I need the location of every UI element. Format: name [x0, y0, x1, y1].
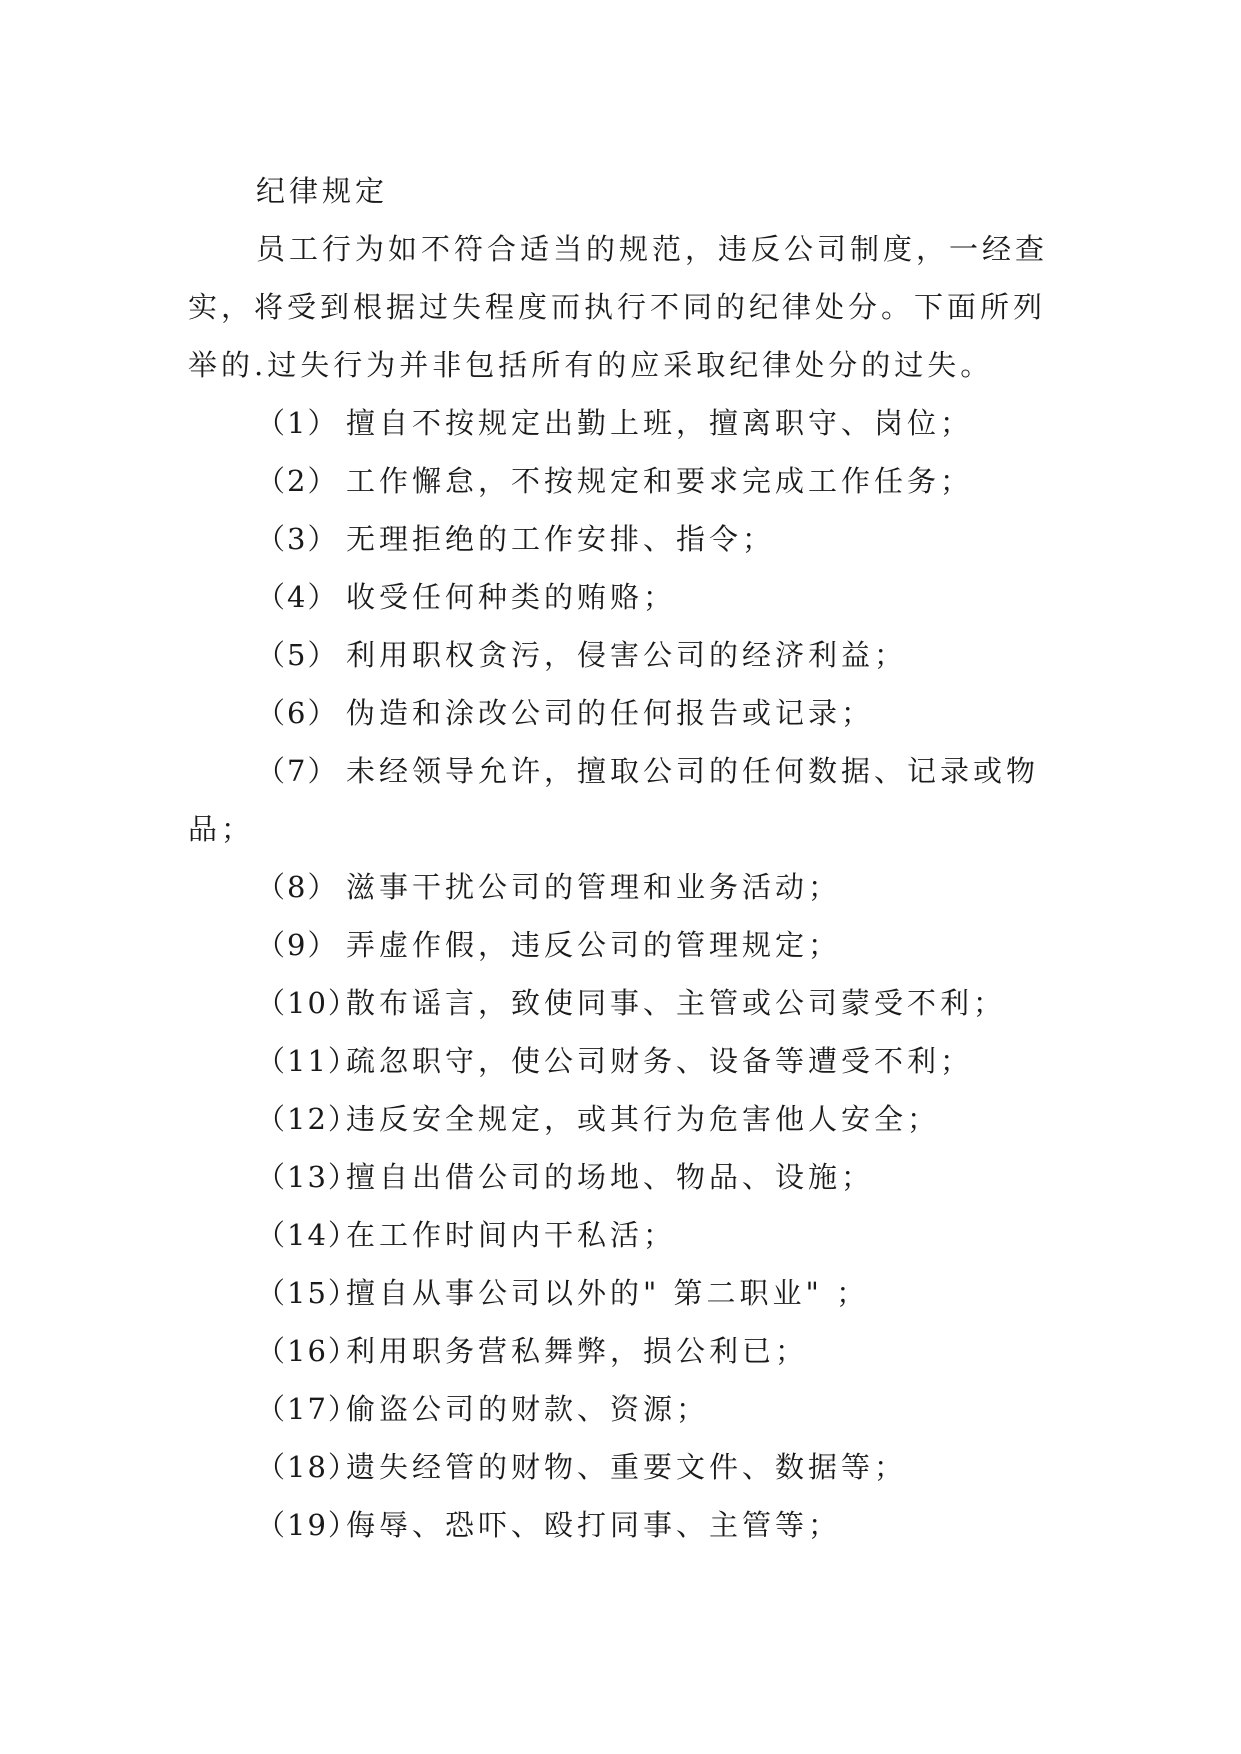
list-item	[188, 1322, 1058, 1380]
item-text: 违反安全规定，或其行为危害他人安全；	[346, 1102, 941, 1136]
list-item	[188, 626, 1058, 684]
item-number: （16）	[256, 1334, 359, 1368]
item-number: （13）	[256, 1160, 359, 1194]
item-number: （14）	[256, 1218, 359, 1252]
item-number: （11）	[256, 1044, 359, 1078]
list-item	[188, 742, 1058, 800]
list-item	[188, 568, 1058, 626]
item-text: 遗失经管的财物、重要文件、数据等；	[346, 1450, 908, 1484]
list-item	[188, 1206, 1058, 1264]
item-number: （10）	[256, 986, 359, 1020]
item-text: 未经领导允许，擅取公司的任何数据、记录或物	[346, 754, 1040, 788]
list-item	[188, 1380, 1058, 1438]
item-number: （18）	[256, 1450, 359, 1484]
list-item	[188, 394, 1058, 452]
list-item	[188, 974, 1058, 1032]
list-item	[188, 916, 1058, 974]
item-text: 在工作时间内干私活；	[346, 1218, 677, 1252]
item-text: 散布谣言，致使同事、主管或公司蒙受不利；	[346, 986, 1007, 1020]
item-number: （12）	[256, 1102, 359, 1136]
item-text: 偷盗公司的财款、资源；	[346, 1392, 710, 1426]
item-number: （6）	[256, 696, 339, 730]
item-text: 利用职务营私舞弊，损公利已；	[346, 1334, 809, 1368]
item-text: 疏忽职守，使公司财务、设备等遭受不利；	[346, 1044, 974, 1078]
list-item	[188, 1496, 1058, 1554]
item-text: 滋事干扰公司的管理和业务活动；	[346, 870, 842, 904]
list-item	[188, 1148, 1058, 1206]
intro-line: 举的.过失行为并非包括所有的应采取纪律处分的过失。	[188, 348, 994, 382]
item-number: （1）	[256, 406, 339, 440]
list-item	[188, 1438, 1058, 1496]
item-number: （19）	[256, 1508, 359, 1542]
list-item	[188, 1090, 1058, 1148]
item-number: （3）	[256, 522, 339, 556]
item-number: （4）	[256, 580, 339, 614]
list-item	[188, 452, 1058, 510]
document-page	[188, 162, 1058, 1554]
item-text: 伪造和涂改公司的任何报告或记录；	[346, 696, 875, 730]
item-text: 利用职权贪污，侵害公司的经济利益；	[346, 638, 908, 672]
list-item	[188, 684, 1058, 742]
item-text: 收受任何种类的贿赂；	[346, 580, 677, 614]
intro-line: 实，将受到根据过失程度而执行不同的纪律处分。下面所列	[188, 290, 1047, 324]
item-number: （9）	[256, 928, 339, 962]
item-number: （8）	[256, 870, 339, 904]
list-item-continuation: 品；	[188, 812, 255, 846]
intro-line: 员工行为如不符合适当的规范，违反公司制度，一经查	[256, 232, 1049, 266]
item-text: 擅自不按规定出勤上班，擅离职守、岗位；	[346, 406, 974, 440]
item-text: 工作懈怠，不按规定和要求完成工作任务；	[346, 464, 974, 498]
item-number: （15）	[256, 1276, 359, 1310]
item-number: （7）	[256, 754, 339, 788]
item-text: 弄虚作假，违反公司的管理规定；	[346, 928, 842, 962]
item-number: （17）	[256, 1392, 359, 1426]
list-item	[188, 858, 1058, 916]
list-item	[188, 510, 1058, 568]
document-title: 纪律规定	[256, 174, 389, 208]
item-text: 侮辱、恐吓、殴打同事、主管等；	[346, 1508, 842, 1542]
list-item	[188, 1264, 1058, 1322]
item-text: 擅自出借公司的场地、物品、设施；	[346, 1160, 875, 1194]
item-text: 无理拒绝的工作安排、指令；	[346, 522, 776, 556]
list-item	[188, 1032, 1058, 1090]
item-number: （5）	[256, 638, 339, 672]
item-text: 擅自从事公司以外的" 第二职业" ；	[346, 1276, 870, 1310]
item-number: （2）	[256, 464, 339, 498]
